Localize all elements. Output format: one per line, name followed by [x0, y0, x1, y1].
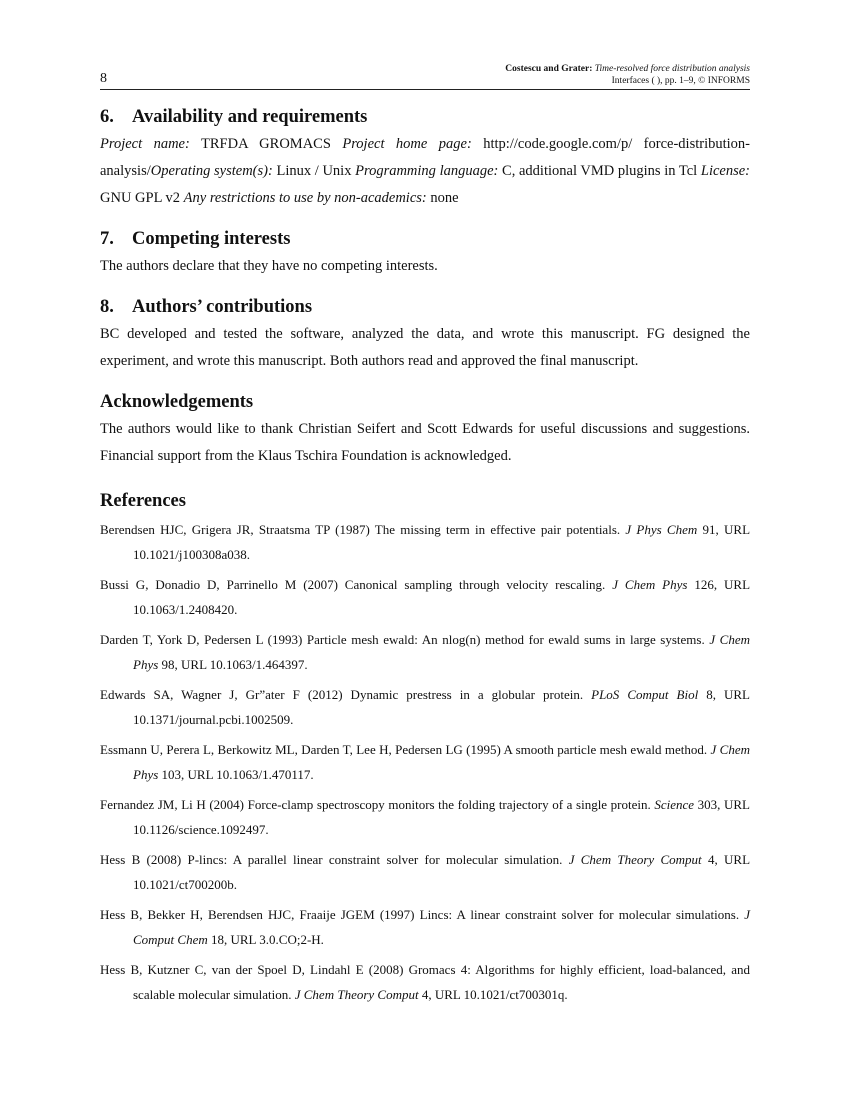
availability-label: Project name: [100, 136, 190, 152]
reference-journal: J Chem Phys [133, 742, 750, 782]
section-authors-contributions [100, 296, 750, 375]
availability-value: C, additional VMD plugins in Tcl [498, 163, 701, 179]
reference-text: Hess B, Bekker H, Berendsen HJC, Fraaije JGEM (1997) Lincs: A linear constraint solver for molecular simulations. [100, 907, 745, 922]
reference-details: 4, URL 10.1021/ct700200b. [133, 852, 751, 892]
reference-details: 126, URL 10.1063/1.2408420. [133, 577, 751, 617]
reference-item [100, 572, 750, 622]
reference-details: 91, URL 10.1021/j100308a038. [133, 522, 751, 562]
reference-text: Edwards SA, Wagner J, Gr”ater F (2012) Dynamic prestress in a globular protein. [100, 687, 592, 702]
section-title: Competing interests [132, 229, 291, 249]
section-competing-interests [100, 228, 750, 280]
reference-details: 4, URL 10.1021/ct700301q. [418, 987, 568, 1002]
reference-journal: Science [654, 797, 695, 812]
reference-list [100, 517, 750, 1007]
reference-journal: J Chem Phys [133, 632, 750, 672]
reference-text: Hess B (2008) P-lincs: A parallel linear constraint solver for molecular simulation. [100, 852, 569, 867]
reference-details: 98, URL 10.1063/1.464397. [158, 657, 308, 672]
reference-item [100, 682, 750, 732]
running-header-right [505, 63, 750, 87]
section-heading [100, 296, 750, 318]
reference-journal: J Chem Theory Comput [568, 852, 702, 867]
availability-paragraph [100, 131, 750, 212]
reference-item [100, 792, 750, 842]
section-title: Availability and requirements [132, 107, 368, 127]
reference-details: 303, URL 10.1126/science.1092497. [133, 797, 750, 837]
availability-value: Linux / Unix [272, 163, 356, 179]
section-number: 7. [100, 229, 114, 249]
header-journal-line: Interfaces ( ), pp. 1–9, © INFORMS [611, 76, 750, 86]
availability-value: GNU GPL v2 [100, 190, 184, 206]
reference-text: Bussi G, Donadio D, Parrinello M (2007) Canonical sampling through velocity rescaling. [100, 577, 613, 592]
reference-item [100, 957, 750, 1007]
reference-journal: J Chem Theory Comput [294, 987, 419, 1002]
page [100, 60, 750, 1012]
reference-details: 103, URL 10.1063/1.470117. [158, 767, 314, 782]
section-paragraph: The authors declare that they have no competing interests. [100, 258, 438, 274]
reference-details: 8, URL 10.1371/journal.pcbi.1002509. [133, 687, 750, 727]
section-number: 8. [100, 297, 114, 317]
page-number: 8 [100, 71, 107, 86]
reference-item [100, 627, 750, 677]
reference-item [100, 847, 750, 897]
reference-item [100, 517, 750, 567]
reference-journal: J Comput Chem [133, 907, 750, 947]
references-heading: References [100, 491, 186, 511]
reference-journal: PLoS Comput Biol [591, 687, 699, 702]
availability-label: License: [700, 163, 750, 179]
section-title: Authors’ contributions [132, 297, 313, 317]
section-acknowledgements [100, 391, 750, 470]
section-heading [100, 228, 750, 250]
availability-value: http://code.google.com/p/ force-distribution-analysis/ [100, 136, 750, 179]
section-references [100, 490, 750, 1007]
section-availability [100, 106, 750, 212]
reference-text: Hess B, Kutzner C, van der Spoel D, Lindahl E (2008) Gromacs 4: Algorithms for highly efficient, load-balanced, and scalable molecular simulation. [100, 962, 750, 1002]
availability-label: Programming language: [355, 163, 499, 179]
reference-journal: J Chem Phys [612, 577, 688, 592]
reference-text: Darden T, York D, Pedersen L (1993) Particle mesh ewald: An nlog(n) method for ewald sums in large systems. [100, 632, 710, 647]
reference-item [100, 902, 750, 952]
availability-label: Operating system(s): [150, 163, 273, 179]
section-number: 6. [100, 107, 114, 127]
header-title: Time-resolved force distribution analysis [594, 64, 750, 74]
availability-label: Project home page: [342, 136, 472, 152]
section-heading [100, 106, 750, 128]
running-header [100, 60, 750, 90]
availability-value: TRFDA GROMACS [189, 136, 343, 152]
reference-journal: J Phys Chem [625, 522, 698, 537]
availability-label: Any restrictions to use by non-academics: [183, 190, 427, 206]
reference-details: 18, URL 3.0.CO;2-H. [207, 932, 324, 947]
section-paragraph: The authors would like to thank Christian Seifert and Scott Edwards for useful discussions and suggestions. Financial support from the Klaus Tschira Foundation is acknowledged. [100, 421, 750, 464]
reference-text: Essmann U, Perera L, Berkowitz ML, Darden T, Lee H, Pedersen LG (1995) A smooth particle mesh ewald method. [100, 742, 711, 757]
availability-value: none [426, 190, 459, 206]
header-authors: Costescu and Grater: [505, 64, 593, 74]
section-heading: Acknowledgements [100, 392, 254, 412]
reference-text: Fernandez JM, Li H (2004) Force-clamp spectroscopy monitors the folding trajectory of a single protein. [100, 797, 655, 812]
section-paragraph: BC developed and tested the software, analyzed the data, and wrote this manuscript. FG designed the experiment, and wrote this manuscript. Both authors read and approved the final manuscript. [100, 326, 750, 369]
reference-text: Berendsen HJC, Grigera JR, Straatsma TP (1987) The missing term in effective pair potentials. [100, 522, 626, 537]
reference-item [100, 737, 750, 787]
